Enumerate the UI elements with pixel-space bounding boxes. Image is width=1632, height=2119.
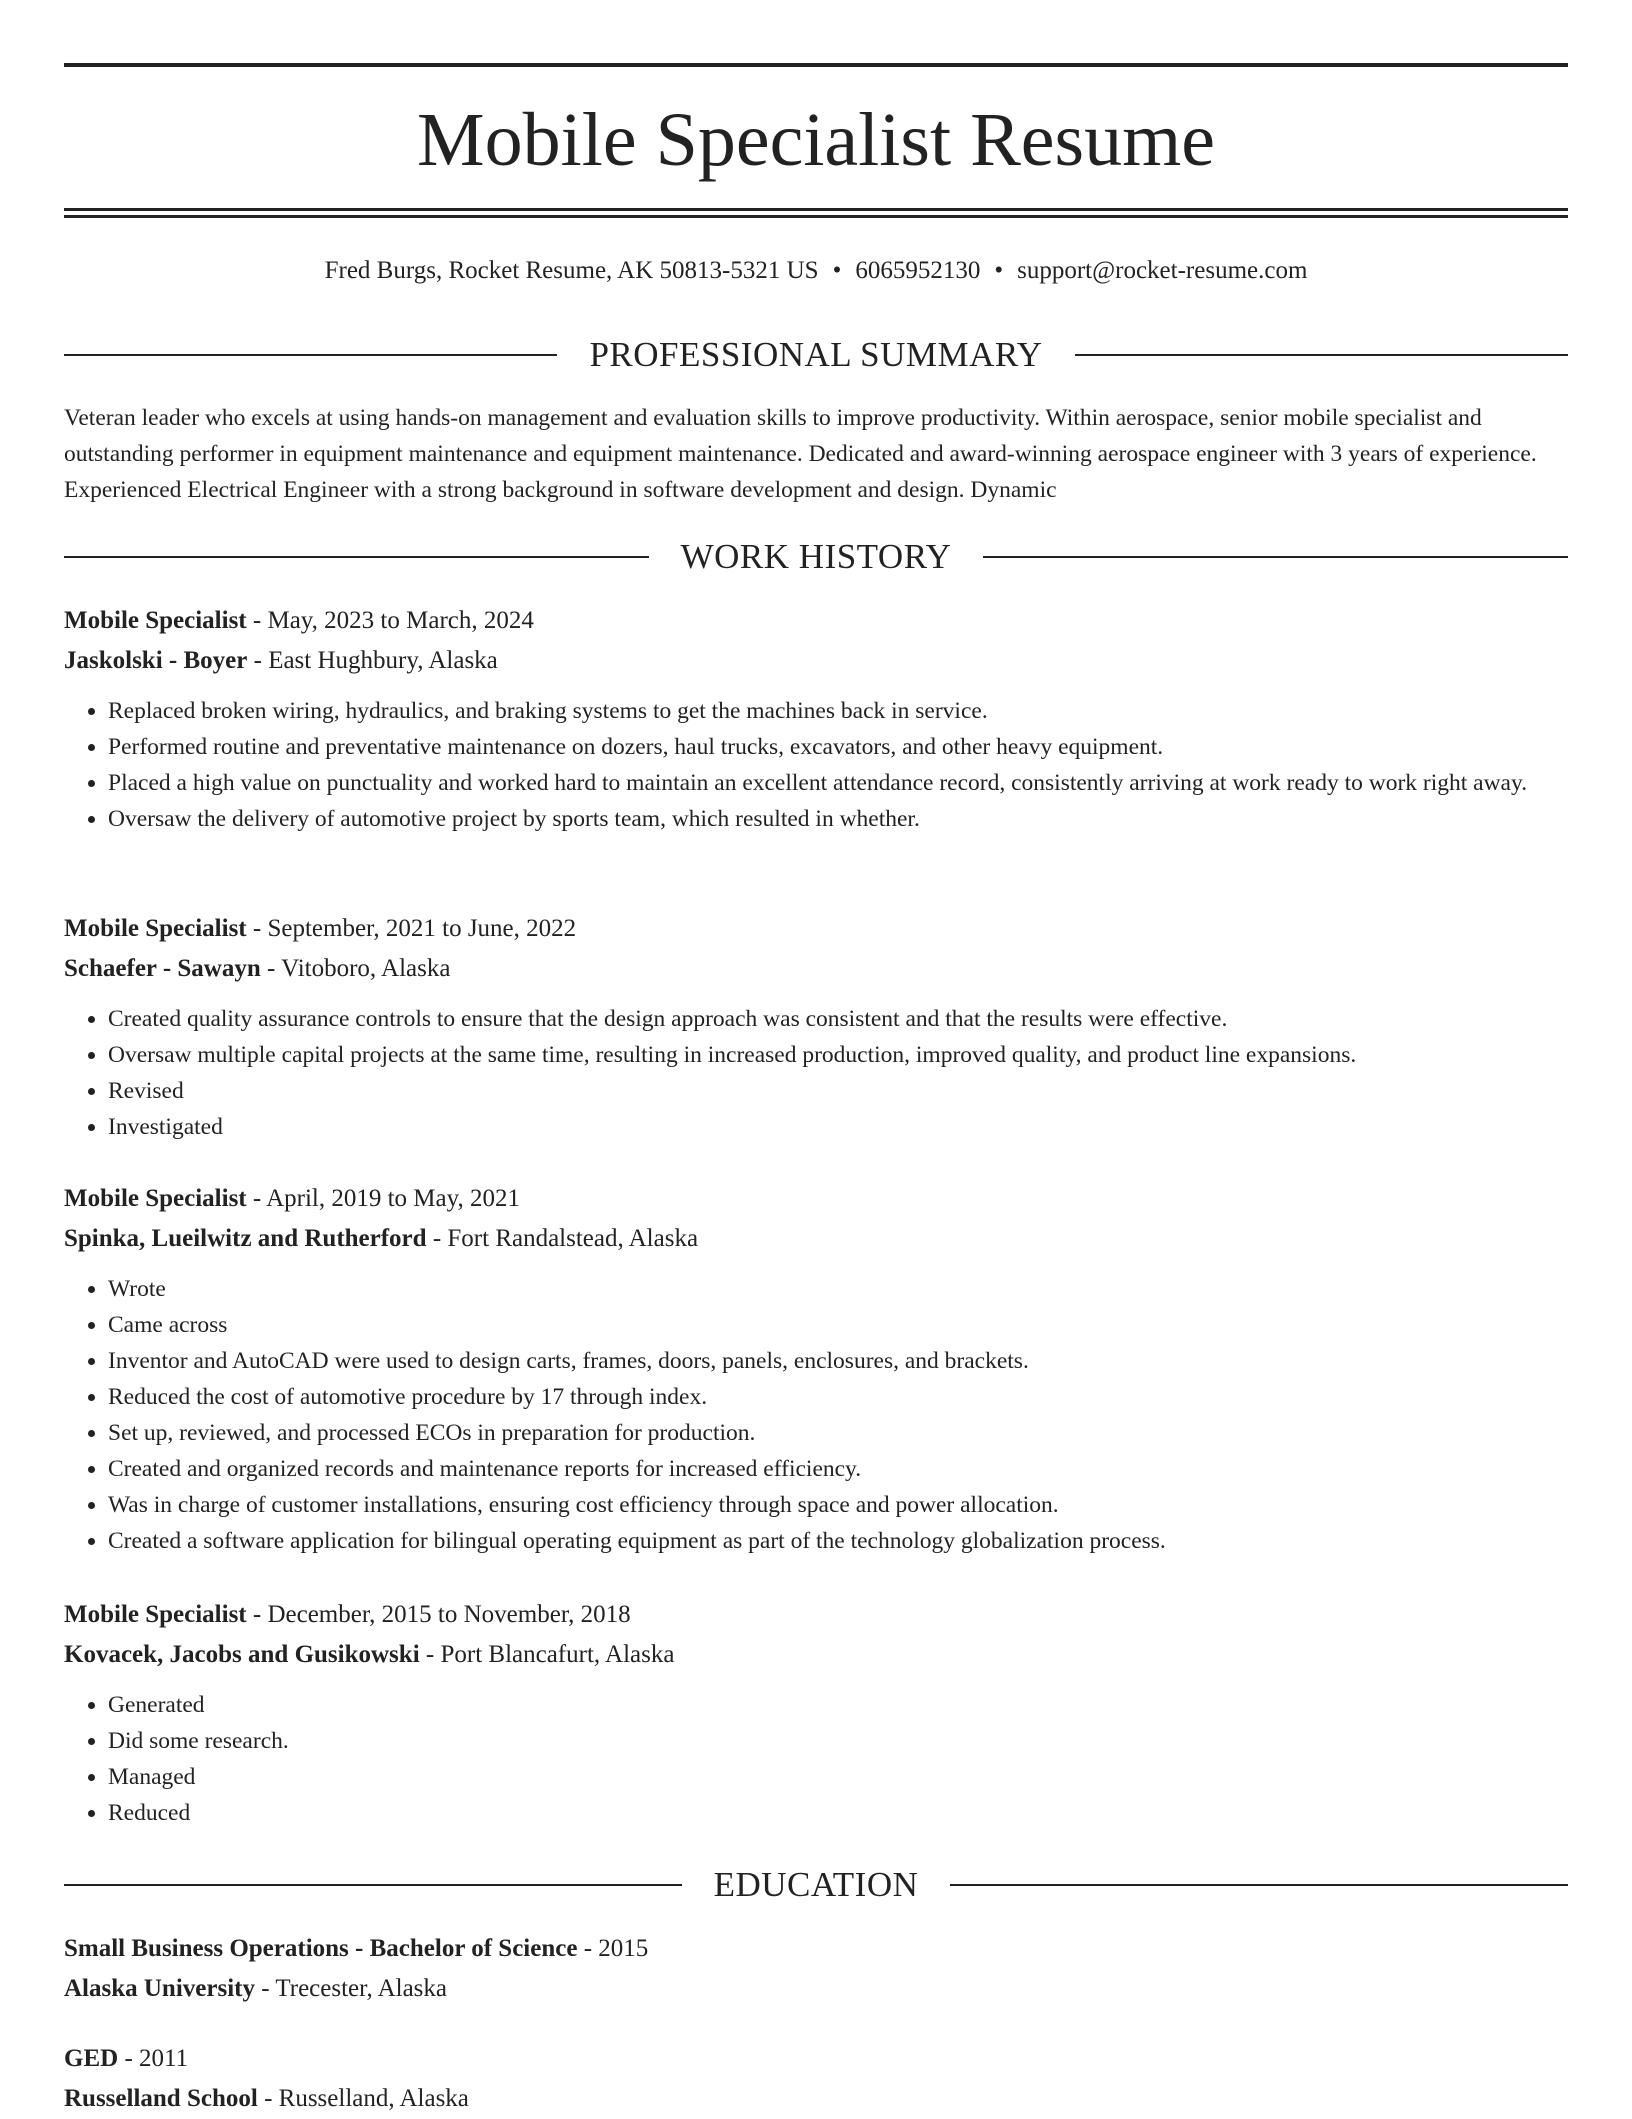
job-bullets [64, 1001, 1568, 1145]
dash: - [426, 1225, 448, 1252]
education-school: Alaska University [64, 1975, 255, 2002]
job-title-line [64, 1595, 1568, 1635]
list-item: • Placed a high value on punctuality and worked hard to maintain an excellent attendance record, consistently arriving at work ready to work right away. [108, 765, 1568, 801]
job-title-line [64, 1179, 1568, 1219]
job-location: Fort Randalstead, Alaska [447, 1225, 699, 1252]
contact-email: support@rocket-resume.com [1017, 257, 1308, 284]
job-entry [64, 1179, 1568, 1559]
contact-line [64, 254, 1568, 288]
job-company: Kovacek, Jacobs and Gusikowski [64, 1641, 420, 1668]
job-location: Port Blancafurt, Alaska [440, 1641, 675, 1668]
list-item: • Reduced the cost of automotive procedure by 17 through index. [108, 1379, 1568, 1415]
job-dates: December, 2015 to November, 2018 [267, 1601, 631, 1628]
education-degree: Small Business Operations - Bachelor of Science [64, 1935, 578, 1962]
job-title-line [64, 909, 1568, 949]
dash: - [419, 1641, 441, 1668]
summary-text: Veteran leader who excels at using hands-on management and evaluation skills to improve productivity. Within aerospace, senior mobile specialist and outstanding performer in equipment maintenance and equipment maintenance. Dedicated and award-winning aerospace engineer with 3 years of experience. Experienced Electrical Engineer with a strong background in software development and design. Dynamic [64, 405, 1537, 503]
education-location: Trecester, Alaska [275, 1975, 448, 2002]
page-title: Mobile Specialist Resume [417, 98, 1215, 182]
job-location: East Hughbury, Alaska [268, 647, 498, 674]
list-item: • Generated [108, 1687, 1568, 1723]
job-company-line [64, 949, 1568, 989]
education-school-line [64, 2079, 1568, 2119]
section-title: PROFESSIONAL SUMMARY [589, 335, 1043, 374]
list-item: • Oversaw multiple capital projects at the same time, resulting in increased production, improved quality, and product line expansions. [108, 1037, 1568, 1073]
contact-address: Fred Burgs, Rocket Resume, AK 50813-5321 US [324, 257, 819, 284]
education-entry [64, 1929, 1568, 2009]
dash: - [118, 2045, 140, 2072]
education-heading [64, 1863, 1568, 1907]
education-degree-line [64, 2039, 1568, 2079]
dash: - [260, 955, 282, 982]
education-degree-line [64, 1929, 1568, 1969]
heading-rule [1075, 354, 1568, 356]
job-company: Schaefer - Sawayn [64, 955, 261, 982]
work-history-heading [64, 535, 1568, 579]
job-bullets [64, 1687, 1568, 1831]
dash: - [246, 607, 268, 634]
title-double-rule [64, 208, 1568, 218]
list-item: • Wrote [108, 1271, 1568, 1307]
job-company: Jaskolski - Boyer [64, 647, 248, 674]
education-year: 2015 [598, 1935, 649, 1962]
list-item: • Created and organized records and maintenance reports for increased efficiency. [108, 1451, 1568, 1487]
heading-rule [64, 556, 649, 558]
job-company: Spinka, Lueilwitz and Rutherford [64, 1225, 427, 1252]
dash: - [257, 2085, 279, 2112]
list-item: • Did some research. [108, 1723, 1568, 1759]
list-item: • Set up, reviewed, and processed ECOs in preparation for production. [108, 1415, 1568, 1451]
job-location: Vitoboro, Alaska [281, 955, 451, 982]
section-title: EDUCATION [713, 1865, 919, 1904]
section-title: WORK HISTORY [680, 537, 952, 576]
education-entry [64, 2039, 1568, 2119]
list-item: • Created a software application for bilingual operating equipment as part of the technology globalization process. [108, 1523, 1568, 1559]
heading-rule [64, 1884, 682, 1886]
job-company-line [64, 1219, 1568, 1259]
job-title: Mobile Specialist [64, 607, 247, 634]
list-item: • Revised [108, 1073, 1568, 1109]
job-entry [64, 1595, 1568, 1831]
list-item: • Replaced broken wiring, hydraulics, and braking systems to get the machines back in service. [108, 693, 1568, 729]
contact-separator: • [994, 257, 1004, 284]
contact-separator: • [832, 257, 842, 284]
dash: - [246, 1601, 268, 1628]
heading-rule [64, 354, 557, 356]
job-bullets [64, 1271, 1568, 1559]
list-item: • Oversaw the delivery of automotive project by sports team, which resulted in whether. [108, 801, 1568, 837]
education-school: Russelland School [64, 2085, 258, 2112]
job-entry [64, 909, 1568, 1145]
job-title: Mobile Specialist [64, 1185, 247, 1212]
list-item: • Came across [108, 1307, 1568, 1343]
job-title: Mobile Specialist [64, 915, 247, 942]
list-item: • Inventor and AutoCAD were used to design carts, frames, doors, panels, enclosures, and brackets. [108, 1343, 1568, 1379]
contact-phone: 6065952130 [855, 257, 981, 284]
top-rule [64, 63, 1568, 67]
job-title-line [64, 601, 1568, 641]
job-dates: May, 2023 to March, 2024 [267, 607, 534, 634]
education-year: 2011 [139, 2045, 189, 2072]
dash: - [577, 1935, 599, 1962]
dash: - [246, 915, 268, 942]
dash: - [254, 1975, 276, 2002]
education-location: Russelland, Alaska [278, 2085, 469, 2112]
job-dates: September, 2021 to June, 2022 [267, 915, 577, 942]
job-dates: April, 2019 to May, 2021 [266, 1185, 521, 1212]
education-school-line [64, 1969, 1568, 2009]
list-item: • Investigated [108, 1109, 1568, 1145]
list-item: • Created quality assurance controls to ensure that the design approach was consistent and that the results were effective. [108, 1001, 1568, 1037]
job-company-line [64, 641, 1568, 681]
heading-rule [950, 1884, 1568, 1886]
job-company-line [64, 1635, 1568, 1675]
education-degree: GED [64, 2045, 119, 2072]
list-item: • Managed [108, 1759, 1568, 1795]
heading-rule [983, 556, 1568, 558]
dash: - [247, 647, 269, 674]
summary-heading [64, 333, 1568, 377]
list-item: • Was in charge of customer installations, ensuring cost efficiency through space and power allocation. [108, 1487, 1568, 1523]
job-title: Mobile Specialist [64, 1601, 247, 1628]
list-item: • Performed routine and preventative maintenance on dozers, haul trucks, excavators, and other heavy equipment. [108, 729, 1568, 765]
job-entry [64, 601, 1568, 837]
job-bullets [64, 693, 1568, 837]
dash: - [246, 1185, 267, 1212]
list-item: • Reduced [108, 1795, 1568, 1831]
